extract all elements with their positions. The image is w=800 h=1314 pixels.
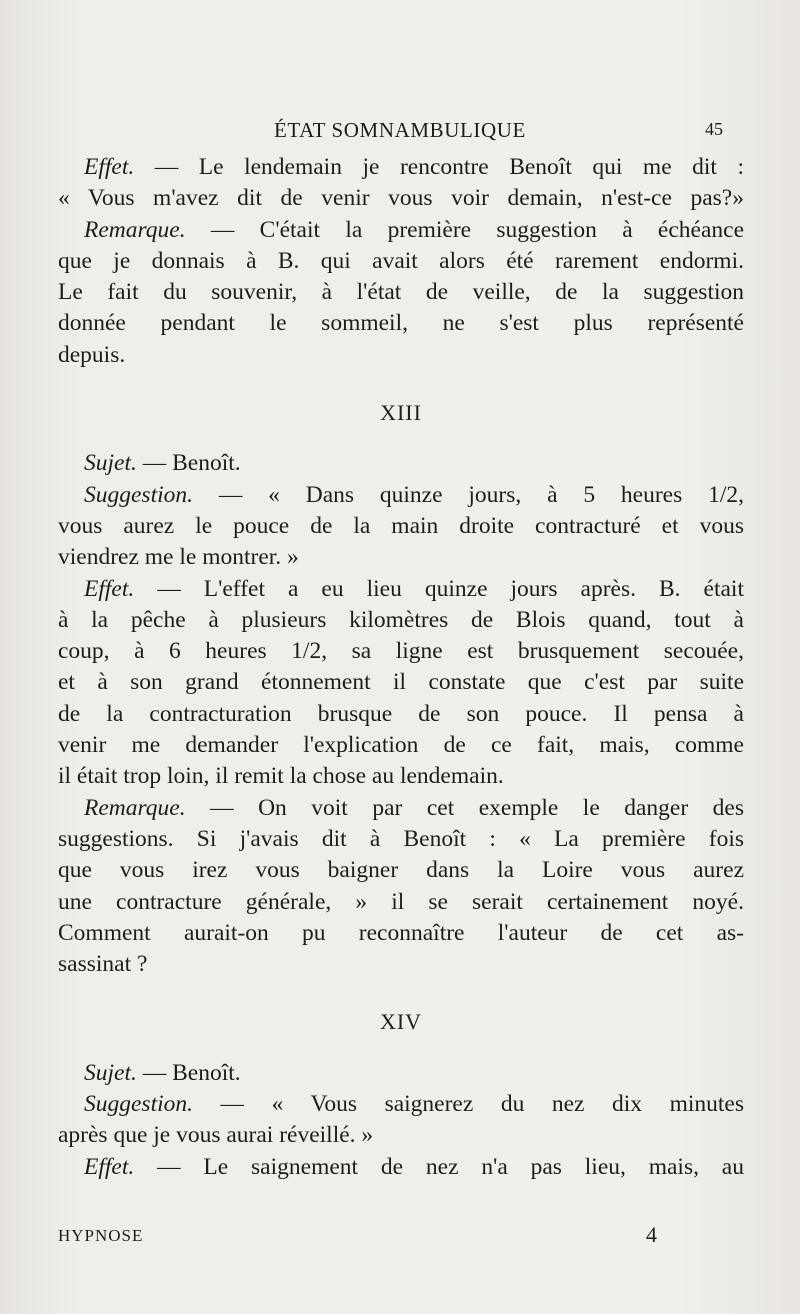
paragraph-line: suggestions. Si j'avais dit à Benoît : « La première fois bbox=[58, 825, 744, 852]
effet-label: Effet. bbox=[84, 154, 135, 180]
paragraph-line: après que je vous aurai réveillé. » bbox=[58, 1122, 374, 1149]
paragraph-line bbox=[58, 1058, 744, 1089]
section-heading-xiv: XIV bbox=[379, 1009, 423, 1035]
page-header bbox=[40, 112, 760, 152]
text-run: — Le saignement de nez n'a pas lieu, mais, au bbox=[134, 1153, 744, 1180]
page-number: 45 bbox=[705, 119, 723, 139]
sujet-label: Sujet. bbox=[84, 1059, 137, 1086]
paragraph-line: coup, à 6 heures 1/2, sa ligne est brusquement secouée, bbox=[58, 638, 744, 665]
paragraph-line bbox=[58, 1089, 744, 1120]
page-body bbox=[58, 152, 744, 1183]
paragraph-line: Le fait du souvenir, à l'état de veille, de la suggestion bbox=[58, 279, 744, 306]
paragraph-line: que je donnais à B. qui avait alors été rarement endormi. bbox=[58, 247, 744, 274]
paragraph-line bbox=[58, 480, 744, 511]
page-footer bbox=[58, 1222, 744, 1256]
footer-title: HYPNOSE bbox=[58, 1226, 144, 1245]
effet-label: Effet. bbox=[84, 575, 135, 602]
paragraph-line: donnée pendant le sommeil, ne s'est plus représenté bbox=[58, 310, 744, 337]
suggestion-label: Suggestion. bbox=[84, 1091, 194, 1118]
paragraph-line: et à son grand étonnement il constate que c'est par suite bbox=[58, 669, 744, 696]
text-run: — « Vous saignerez du nez dix minutes bbox=[193, 1091, 744, 1118]
paragraph-line: sassinat ? bbox=[58, 951, 148, 978]
remarque-label: Remarque. bbox=[84, 794, 186, 821]
paragraph-line bbox=[58, 215, 744, 246]
text-run: — Benoît. bbox=[136, 450, 241, 477]
signature-mark: 4 bbox=[646, 1222, 657, 1247]
effet-label: Effet. bbox=[84, 1153, 135, 1180]
paragraph-line bbox=[58, 1152, 744, 1183]
paragraph-line bbox=[58, 574, 744, 605]
paragraph-line: vous aurez le pouce de la main droite contracturé et vous bbox=[58, 512, 744, 539]
paragraph-line: que vous irez vous baigner dans la Loire vous aurez bbox=[58, 857, 744, 884]
paragraph-line: depuis. bbox=[58, 341, 126, 368]
section-heading-xiii: XIII bbox=[380, 400, 422, 426]
running-head: ÉTAT SOMNAMBULIQUE bbox=[274, 118, 526, 142]
text-run: — Le lendemain je rencontre Benoît qui me dit : bbox=[134, 154, 744, 180]
paragraph-line: de la contracturation brusque de son pouce. Il pensa à bbox=[58, 700, 744, 727]
paragraph-line: il était trop loin, il remit la chose au lendemain. bbox=[58, 763, 504, 790]
text-run: — On voit par cet exemple le danger des bbox=[185, 794, 744, 821]
paragraph-line: Comment aurait-on pu reconnaître l'auteur de cet as- bbox=[58, 919, 744, 946]
suggestion-label: Suggestion. bbox=[84, 481, 194, 508]
paragraph-line: « Vous m'avez dit de venir vous voir demain, n'est-ce pas?» bbox=[58, 185, 744, 212]
paragraph-line: à la pêche à plusieurs kilomètres de Blois quand, tout à bbox=[58, 606, 744, 633]
paragraph-line bbox=[58, 152, 744, 183]
remarque-label: Remarque. bbox=[84, 216, 186, 243]
text-run: — « Dans quinze jours, à 5 heures 1/2, bbox=[193, 481, 744, 508]
text-run: — Benoît. bbox=[136, 1059, 241, 1086]
paragraph-line bbox=[58, 793, 744, 824]
sujet-label: Sujet. bbox=[84, 450, 137, 477]
paragraph-line bbox=[58, 448, 744, 479]
paragraph-line: venir me demander l'explication de ce fait, mais, comme bbox=[58, 732, 744, 759]
text-run: — L'effet a eu lieu quinze jours après. B. était bbox=[134, 575, 744, 602]
paragraph-line: viendrez me le montrer. » bbox=[58, 544, 299, 571]
paragraph-line: une contracture générale, » il se serait certainement noyé. bbox=[58, 888, 744, 915]
text-run: — C'était la première suggestion à échéance bbox=[185, 216, 744, 243]
